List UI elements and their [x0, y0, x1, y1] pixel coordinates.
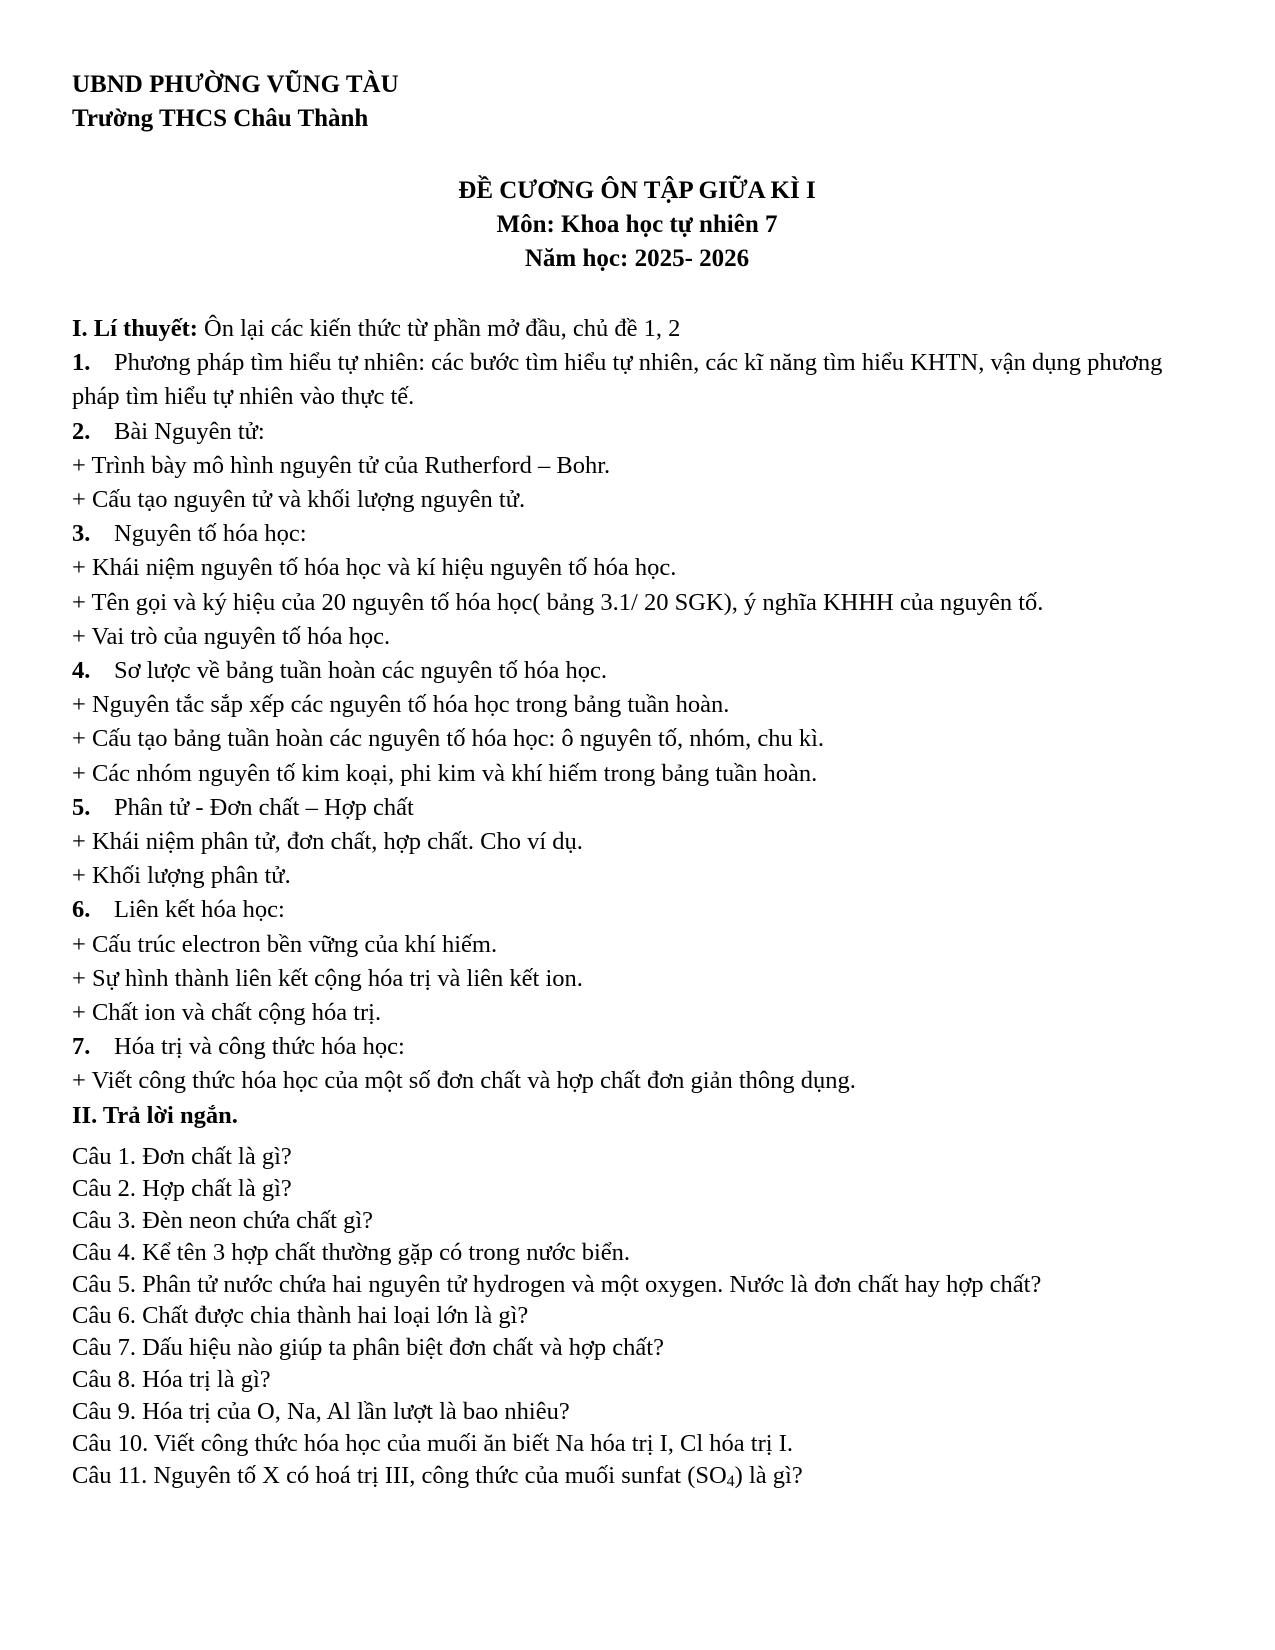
theory-section	[72, 312, 1212, 1099]
theory-bullet: + Cấu tạo bảng tuần hoàn các nguyên tố hóa học: ô nguyên tố, nhóm, chu kì.	[72, 725, 825, 753]
item-text: Phương pháp tìm hiểu tự nhiên: các bước tìm hiểu tự nhiên, các kĩ năng tìm hiểu KHTN, vận dụng phương pháp tìm hiểu tự nhiên vào thực tế.	[72, 349, 1163, 411]
theory-bullet: + Chất ion và chất cộng hóa trị.	[72, 999, 382, 1027]
question-2: Câu 2. Hợp chất là gì?	[72, 1174, 292, 1202]
questions-container	[72, 1141, 1212, 1460]
theory-bullet: + Nguyên tắc sắp xếp các nguyên tố hóa học trong bảng tuần hoàn.	[72, 691, 730, 719]
theory-bullet: + Khái niệm nguyên tố hóa học và kí hiệu nguyên tố hóa học.	[72, 554, 677, 582]
document-page	[72, 68, 1212, 1492]
question-8: Câu 8. Hóa trị là gì?	[72, 1366, 271, 1394]
question-list	[72, 1141, 1212, 1492]
theory-bullet: + Tên gọi và ký hiệu của 20 nguyên tố hóa học( bảng 3.1/ 20 SGK), ý nghĩa KHHH của nguyên tố.	[72, 588, 1044, 616]
question-7: Câu 7. Dấu hiệu nào giúp ta phân biệt đơn chất và hợp chất?	[72, 1334, 664, 1362]
item-number: 5.	[72, 793, 91, 821]
subject-line: Môn: Khoa học tự nhiên 7	[496, 211, 778, 238]
item-number: 7.	[72, 1033, 91, 1061]
item-text: Hóa trị và công thức hóa học:	[114, 1033, 405, 1061]
theory-item	[72, 415, 1212, 449]
item-text: Liên kết hóa học:	[114, 896, 285, 924]
theory-heading: I. Lí thuyết:	[72, 315, 198, 342]
item-number: 4.	[72, 657, 91, 685]
question-1: Câu 1. Đơn chất là gì?	[72, 1142, 292, 1170]
theory-bullet: + Vai trò của nguyên tố hóa học.	[72, 622, 391, 650]
item-number: 2.	[72, 417, 91, 445]
theory-items	[72, 346, 1212, 1098]
theory-bullet: + Cấu trúc electron bền vững của khí hiếm.	[72, 930, 498, 958]
theory-item	[72, 517, 1212, 551]
org-name: UBND PHƯỜNG VŨNG TÀU	[72, 71, 399, 98]
item-number: 3.	[72, 520, 91, 548]
theory-bullet: + Cấu tạo nguyên tử và khối lượng nguyên tử.	[72, 486, 526, 514]
theory-heading-line	[72, 312, 1212, 346]
question-11-end: ) là gì?	[734, 1461, 803, 1489]
school-year-line: Năm học: 2025- 2026	[524, 245, 750, 272]
item-text: Phân tử - Đơn chất – Hợp chất	[114, 793, 414, 821]
question-9: Câu 9. Hóa trị của O, Na, Al lần lượt là bao nhiêu?	[72, 1398, 570, 1426]
theory-bullet: + Khái niệm phân tử, đơn chất, hợp chất. Cho ví dụ.	[72, 828, 583, 856]
theory-item	[72, 893, 1212, 927]
question-11-text: Câu 11. Nguyên tố X có hoá trị III, công thức của muối sunfat (SO	[72, 1461, 727, 1489]
theory-bullet: + Viết công thức hóa học của một số đơn chất và hợp chất đơn giản thông dụng.	[72, 1067, 856, 1095]
theory-bullet: + Trình bày mô hình nguyên tử của Rutherford – Bohr.	[72, 451, 611, 479]
question-3: Câu 3. Đèn neon chứa chất gì?	[72, 1206, 374, 1234]
item-text: Nguyên tố hóa học:	[114, 520, 307, 548]
item-text: Sơ lược về bảng tuần hoàn các nguyên tố hóa học.	[114, 657, 607, 685]
question-4: Câu 4. Kể tên 3 hợp chất thường gặp có trong nước biển.	[72, 1238, 631, 1266]
theory-intro: Ôn lại các kiến thức từ phần mở đầu, chủ đề 1, 2	[197, 315, 681, 342]
question-5: Câu 5. Phân tử nước chứa hai nguyên tử hydrogen và một oxygen. Nước là đơn chất hay hợp chất?	[72, 1270, 1042, 1298]
theory-bullet: + Các nhóm nguyên tố kim koại, phi kim và khí hiếm trong bảng tuần hoàn.	[72, 759, 818, 787]
item-number: 6.	[72, 896, 91, 924]
theory-item	[72, 346, 1212, 414]
question-10: Câu 10. Viết công thức hóa học của muối ăn biết Na hóa trị I, Cl hóa trị I.	[72, 1430, 793, 1458]
question-11	[72, 1460, 1212, 1492]
theory-item	[72, 654, 1212, 688]
question-6: Câu 6. Chất được chia thành hai loại lớn là gì?	[72, 1302, 529, 1330]
theory-bullet: + Sự hình thành liên kết cộng hóa trị và liên kết ion.	[72, 964, 583, 992]
short-answer-heading: II. Trả lời ngắn.	[72, 1101, 238, 1129]
item-number: 1.	[72, 349, 91, 377]
theory-bullet: + Khối lượng phân tử.	[72, 862, 291, 890]
item-text: Bài Nguyên tử:	[114, 417, 265, 445]
title-block	[72, 174, 1202, 276]
document-title: ĐỀ CƯƠNG ÔN TẬP GIỮA KÌ I	[458, 177, 816, 204]
school-name: Trường THCS Châu Thành	[72, 105, 369, 132]
theory-item	[72, 791, 1212, 825]
sulfate-subscript: 4	[726, 1472, 735, 1490]
theory-item	[72, 1030, 1212, 1064]
